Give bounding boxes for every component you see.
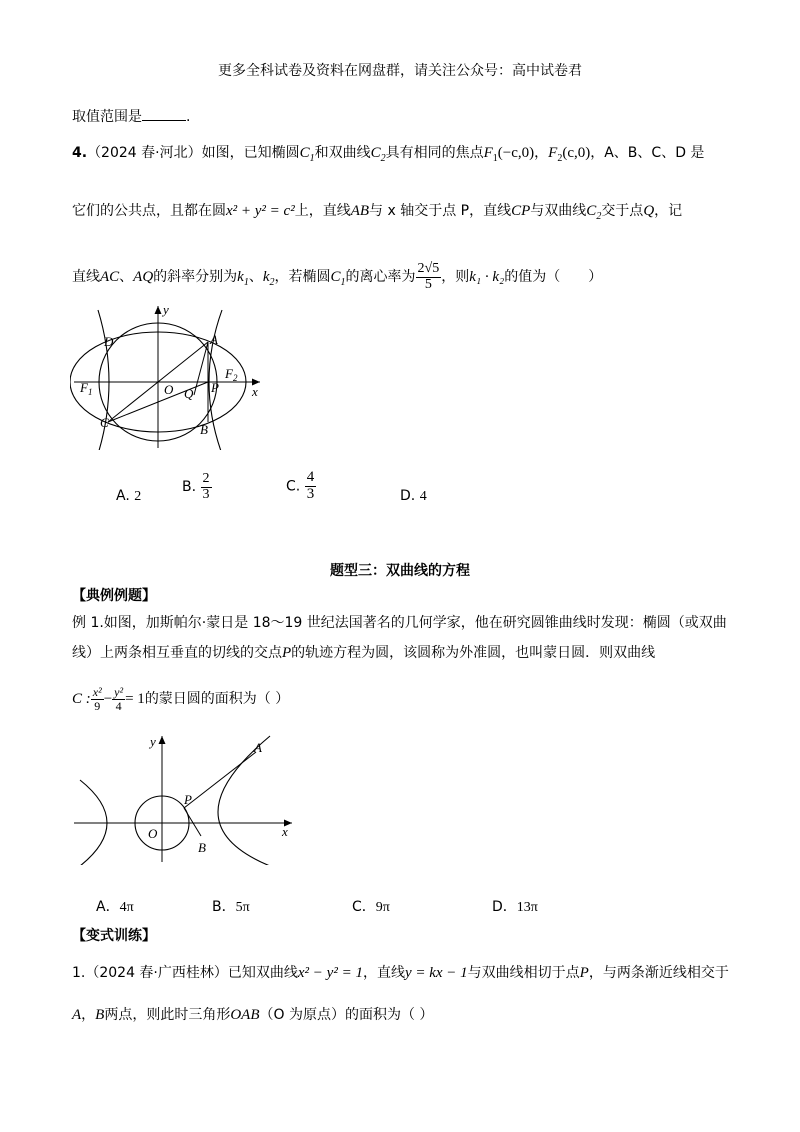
option-label: B．	[212, 899, 236, 915]
label-c: C	[100, 415, 109, 430]
fraction-num: 2	[202, 471, 210, 486]
example-option-b[interactable]	[212, 896, 250, 916]
c1-sub: 1	[309, 153, 315, 164]
q4-text: 的斜率分别为	[153, 269, 238, 286]
option-label: A．	[96, 899, 120, 915]
k2-sub: 2	[269, 277, 275, 289]
example-option-a[interactable]	[96, 896, 134, 916]
y-arrow-icon	[159, 736, 166, 744]
point-p: P	[579, 965, 589, 981]
f1-args: (−c,0)	[497, 145, 535, 161]
label-q: Q	[184, 386, 194, 401]
q4-text: 的离心率为	[345, 269, 416, 286]
variant-text: ，直线	[362, 965, 405, 981]
q4-text: 与双曲线	[530, 203, 587, 219]
line-aq: AQ	[133, 269, 154, 286]
label-p: P	[184, 792, 192, 807]
q4-number: 4.	[72, 145, 88, 161]
label-b: B	[198, 840, 206, 855]
label-f1	[79, 380, 92, 397]
variant-text: ，与两条渐近线相交于	[588, 965, 729, 981]
y-denominator: 4	[115, 698, 122, 713]
prev-question-text: 取值范围是	[72, 109, 142, 125]
option-fraction	[201, 472, 212, 502]
q4-option-c[interactable]	[286, 470, 316, 503]
q4-text: 的值为（ ）	[504, 269, 603, 286]
variant-line-1	[72, 962, 729, 982]
monge-circle-figure	[70, 730, 300, 865]
q4-option-b[interactable]	[182, 472, 212, 502]
period: .	[186, 109, 191, 125]
f2-args: (c,0)	[562, 145, 591, 161]
ecc-denominator: 5	[424, 276, 432, 292]
q4-text: 上，直线	[294, 203, 351, 219]
q4-source: （2024 春·河北）	[87, 145, 202, 161]
f2-letter: F	[548, 145, 558, 161]
label-a: A	[254, 740, 262, 755]
c1-letter: C	[299, 145, 310, 161]
f2-sub: 2	[557, 153, 563, 164]
example-text: 线）上两条相互垂直的切线的交点	[72, 645, 282, 661]
label-a: A	[210, 332, 218, 347]
q4-text: 直线	[72, 269, 100, 286]
option-value: 9π	[375, 900, 390, 915]
f1-sub: 1	[492, 153, 498, 164]
c1-letter: C	[330, 269, 341, 286]
fraction-den: 3	[306, 485, 315, 502]
header-banner: 更多全科试卷及资料在网盘群，请关注公众号：高中试卷君	[218, 63, 582, 79]
q4-text: ，则	[441, 269, 470, 286]
q4-text: ，若椭圆	[274, 269, 331, 286]
label-d: D	[104, 334, 114, 349]
point-q: Q	[643, 203, 655, 219]
example-option-c[interactable]	[352, 896, 390, 916]
option-label: B.	[182, 479, 197, 496]
label-b: B	[200, 422, 208, 437]
k1-letter: k	[237, 269, 244, 286]
eccentricity-fraction	[416, 262, 442, 292]
label-o: O	[164, 382, 174, 397]
f2-letter: F	[225, 366, 233, 381]
x-numerator: x²	[92, 685, 102, 699]
q4-text: 它们的公共点，且都在圆	[72, 203, 226, 219]
variant-text: 两点，则此时三角形	[104, 1007, 231, 1023]
option-label: D．	[492, 899, 517, 915]
c2-letter: C	[586, 203, 597, 219]
label-f2	[224, 366, 238, 383]
triangle-oab: OAB	[230, 1007, 260, 1023]
point-p: P	[282, 645, 292, 661]
c2-letter: C	[370, 145, 381, 161]
option-value: 5π	[235, 900, 250, 915]
variant-text: 1.（2024 春·广西桂林）已知双曲线	[72, 965, 298, 981]
option-label: C．	[352, 899, 376, 915]
circle-equation: x² + y² = c²	[226, 203, 295, 219]
f1-sub: 1	[87, 387, 93, 397]
q4-text: 如图，已知椭圆	[201, 145, 300, 161]
c2-symbol	[370, 145, 386, 164]
option-label: A.	[116, 488, 130, 504]
x-label: x	[282, 824, 288, 839]
label-p: P	[211, 380, 219, 395]
label-o: O	[148, 826, 158, 841]
q4-text: ，A、B、C、D 是	[590, 145, 705, 161]
option-label: D.	[400, 488, 416, 504]
y-label: y	[163, 302, 169, 317]
option-value: 2	[134, 489, 142, 504]
q4-text: ，记	[654, 203, 683, 219]
curve-name: C :	[72, 691, 91, 708]
separator: 、	[119, 269, 134, 286]
f2-sub: 2	[232, 373, 238, 383]
f2-point	[548, 145, 591, 164]
answer-blank	[142, 106, 186, 121]
hyperbola-right-branch	[218, 736, 270, 865]
f1-point	[483, 145, 535, 164]
line-ac: AC	[100, 269, 120, 286]
y-arrow-icon	[155, 306, 162, 314]
prev-question-tail	[72, 106, 190, 126]
q4-text: 与 x 轴交于点 P，直线	[369, 203, 512, 219]
k2-letter: k	[262, 269, 270, 286]
x-denominator: 9	[94, 698, 101, 713]
q4-text: 具有相同的焦点	[385, 145, 484, 161]
option-value: 4π	[119, 900, 134, 915]
c2-sub: 2	[596, 211, 602, 222]
k1-sub: 1	[243, 277, 249, 289]
hyperbola-equation: x² − y² = 1	[297, 965, 363, 981]
q4-text: 交于点	[601, 203, 644, 219]
k1-symbol	[237, 269, 249, 289]
fraction-num: 4	[306, 469, 315, 485]
f1-letter: F	[80, 380, 88, 395]
ellipse-hyperbola-figure	[70, 300, 270, 450]
line-cp: CP	[511, 203, 531, 219]
y-label: y	[150, 734, 156, 749]
c1-symbol	[330, 269, 346, 289]
point-a: A	[72, 1007, 82, 1023]
q4-option-a[interactable]	[116, 488, 141, 505]
q4-line-1	[72, 142, 704, 164]
q4-option-d[interactable]	[400, 488, 427, 505]
example-text: 的轨迹方程为圆，该圆称为外准圆，也叫蒙日圆．则双曲线	[291, 645, 656, 661]
tangent-pb	[184, 808, 201, 836]
example-option-d[interactable]	[492, 896, 538, 916]
option-value: 4	[419, 489, 427, 504]
ecc-numerator: 2√5	[417, 261, 440, 276]
line-equation: y = kx − 1	[404, 965, 468, 981]
equals-one: = 1	[125, 691, 145, 708]
c2-symbol	[586, 203, 602, 222]
point-b: B	[95, 1007, 105, 1023]
section-title: 题型三：双曲线的方程	[330, 563, 470, 579]
variant-line-2	[72, 1004, 433, 1024]
f1-letter: F	[483, 145, 493, 161]
q4-text: 和双曲线	[314, 145, 371, 161]
k2-symbol	[262, 269, 275, 289]
example-heading: 【典例例题】	[72, 588, 156, 604]
y-term-fraction	[112, 686, 125, 712]
x-label: x	[252, 384, 258, 399]
comma: ，	[534, 145, 549, 161]
variant-text: 与双曲线相切于点	[467, 965, 580, 981]
line-aq-segment	[194, 342, 208, 395]
y-numerator: y²	[114, 685, 124, 699]
variant-heading: 【变式训练】	[72, 928, 156, 944]
comma: ，	[81, 1007, 96, 1023]
x-term-fraction	[91, 686, 104, 712]
example-line-2	[72, 642, 655, 662]
option-fraction	[305, 470, 317, 503]
variant-text: （O 为原点）的面积为（ ）	[259, 1007, 434, 1023]
c1-sub: 1	[340, 277, 346, 289]
fraction-den: 3	[202, 486, 210, 502]
option-value: 13π	[516, 900, 538, 915]
q4-line-3: 直线AC、AQ的斜率分别为$k_1$、$k_2$，若椭圆$C_1$的离心率为 $\frac{2√5}{5}$ ，则k₁ · k₂的值为（ ）	[72, 261, 603, 292]
example-line-1: 例 1.如图，加斯帕尔·蒙日是 18～19 世纪法国著名的几何学家，他在研究圆锥曲线时发现：椭圆（或双曲	[72, 615, 727, 631]
c1-symbol	[299, 145, 315, 164]
k-product: k₁ · k₂	[469, 269, 505, 286]
example-text: 的蒙日圆的面积为（ ）	[144, 691, 290, 708]
example-line-3	[72, 686, 289, 712]
q4-line-2	[72, 200, 682, 222]
line-ab: AB	[350, 203, 370, 219]
option-label: C.	[286, 478, 301, 495]
minus-sign: −	[103, 691, 113, 708]
c2-sub: 2	[380, 153, 386, 164]
